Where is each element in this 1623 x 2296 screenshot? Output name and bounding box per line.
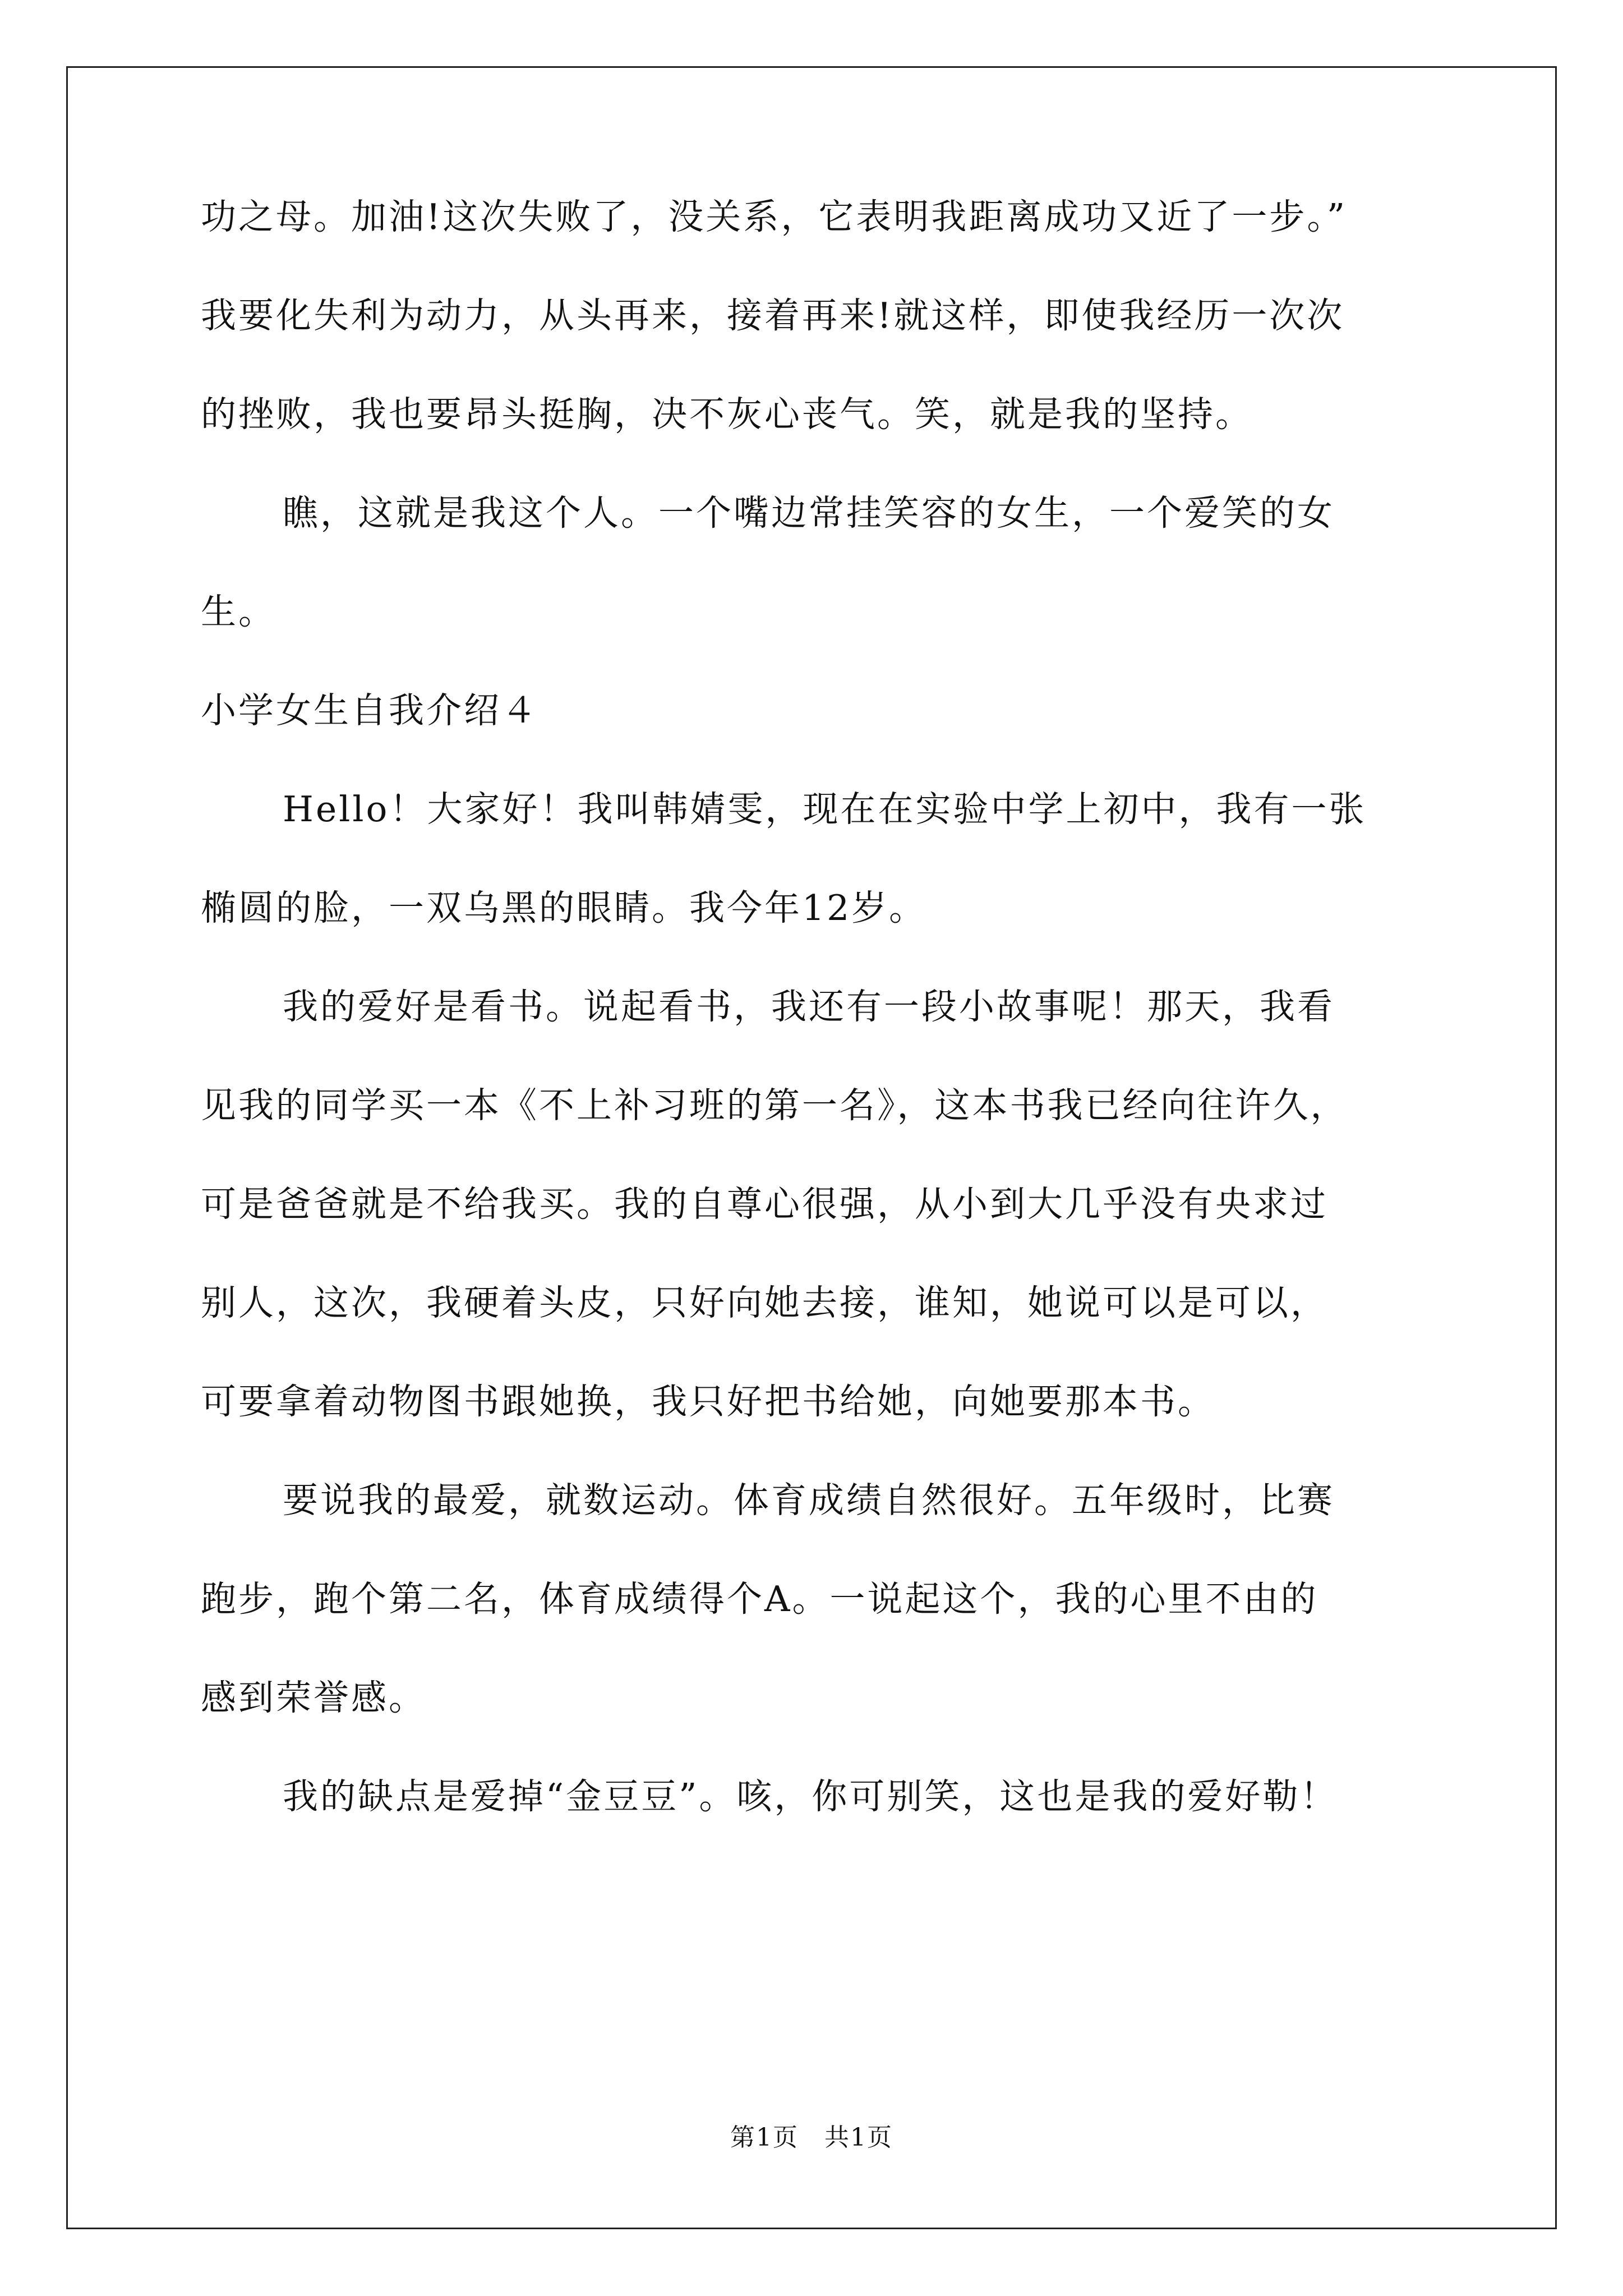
document-body [201,196,1435,1878]
text-line: 我的缺点是爱掉“金豆豆”。咳，你可别笑，这也是我的爱好勒！ [283,1776,1338,1817]
text-line: 感到荣誉感。 [201,1677,426,1718]
text-line: 的挫败，我也要昂头挺胸，决不灰心丧气。笑，就是我的坚持。 [201,394,1253,435]
section-heading: 小学女生自我介绍４ [201,690,539,731]
text-line: 生。 [201,591,276,632]
text-line: 我的爱好是看书。说起看书，我还有一段小故事呢！那天，我看 [283,986,1335,1027]
text-line: 功之母。加油!这次失败了，没关系，它表明我距离成功又近了一步。” [201,196,1348,237]
text-line: 瞧，这就是我这个人。一个嘴边常挂笑容的女生，一个爱笑的女 [283,493,1335,533]
text-line: 见我的同学买一本《不上补习班的第一名》，这本书我已经向往许久， [201,1085,1348,1126]
page-footer: 第1页 共1页 [730,2123,893,2152]
text-line: 我要化失利为动力，从头再来，接着再来!就这样，即使我经历一次次 [201,295,1345,336]
text-line: 可是爸爸就是不给我买。我的自尊心很强，从小到大几乎没有央求过 [201,1184,1328,1225]
text-line: Hello！大家好！我叫韩婧雯，现在在实验中学上初中，我有一张 [283,789,1367,830]
text-line: 跑步，跑个第二名，体育成绩得个A。一说起这个，我的心里不由的 [201,1579,1318,1619]
text-line: 可要拿着动物图书跟她换，我只好把书给她，向她要那本书。 [201,1381,1215,1422]
text-line: 椭圆的脸，一双乌黑的眼睛。我今年12岁。 [201,887,927,928]
text-line: 别人，这次，我硬着头皮，只好向她去接，谁知，她说可以是可以， [201,1282,1328,1323]
text-line: 要说我的最爱，就数运动。体育成绩自然很好。五年级时，比赛 [283,1480,1335,1521]
